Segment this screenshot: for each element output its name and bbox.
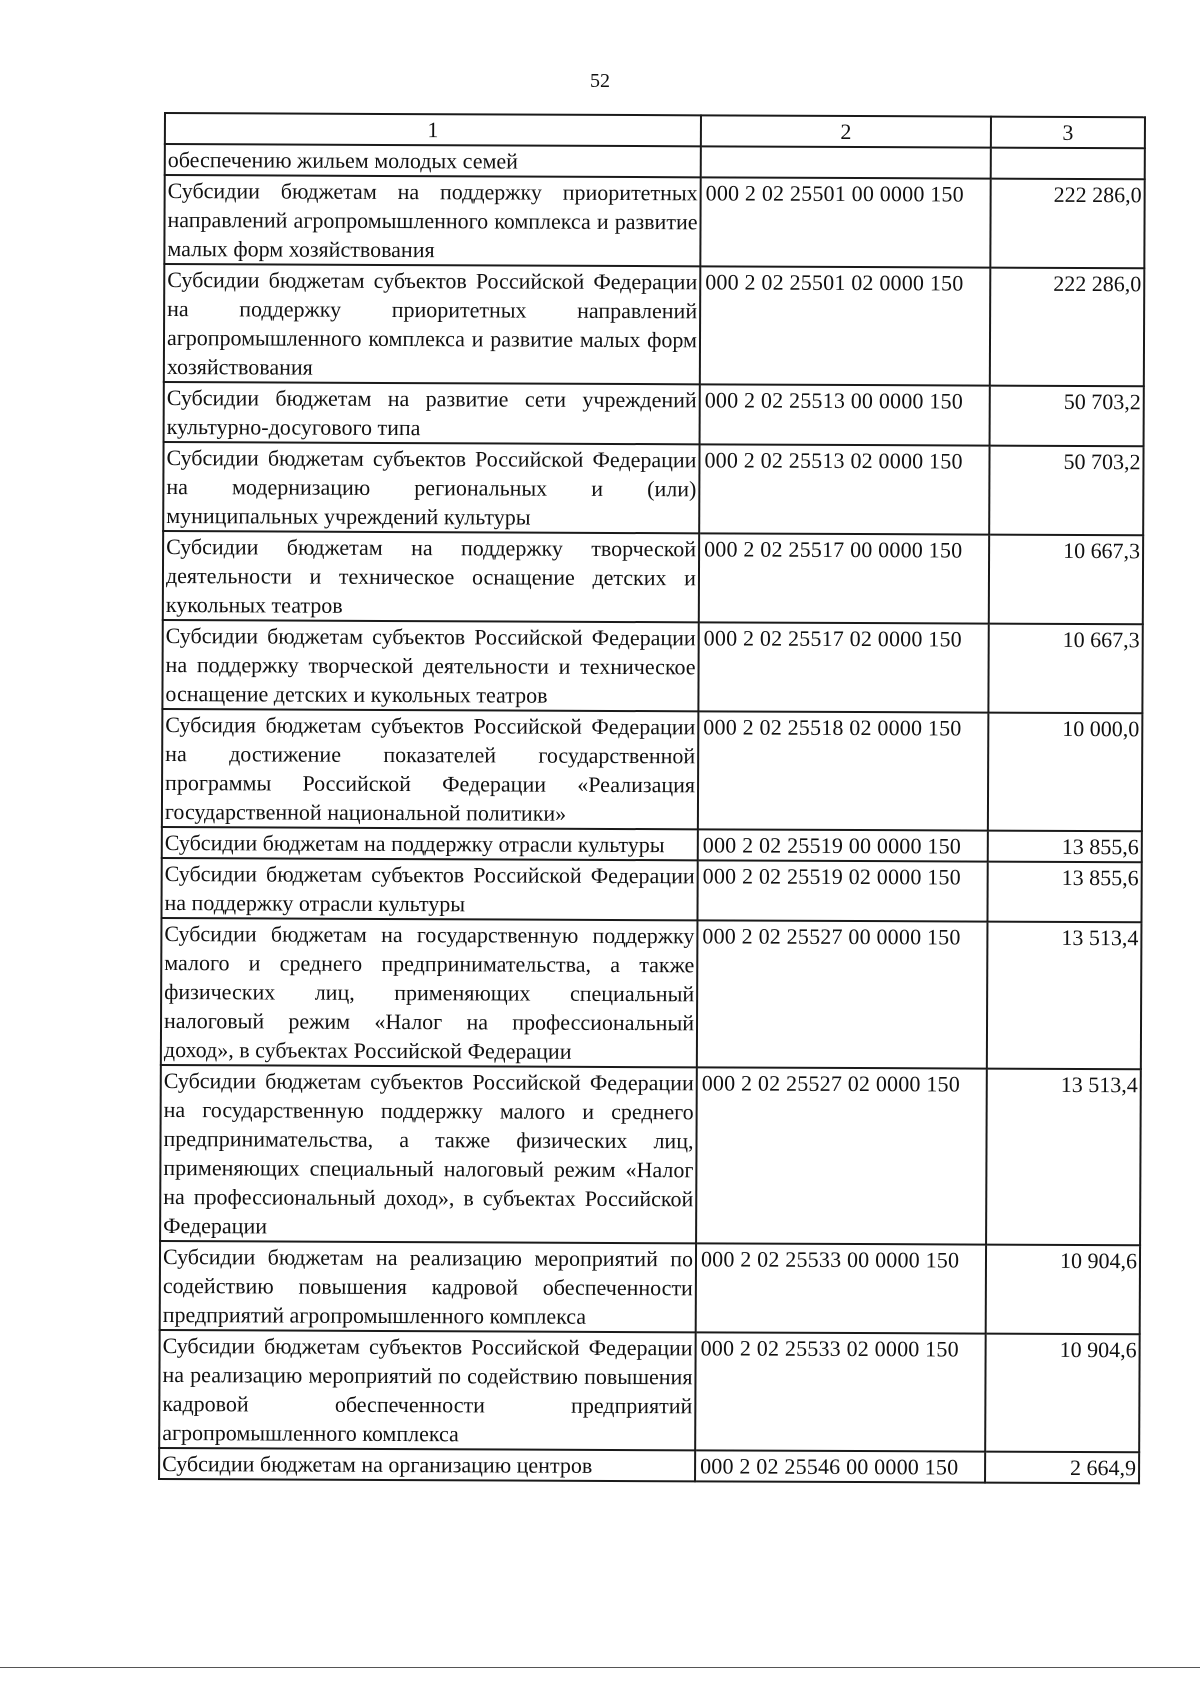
row-amount-cell: 13 855,6: [988, 831, 1142, 863]
row-name-cell: Субсидия бюджетам субъектов Российской Федерации на достижение показателей государственной программы Российской Федерации «Реализация государственной национальной политики»: [162, 709, 699, 829]
row-name-cell: Субсидии бюджетам субъектов Российской Федерации на поддержку творческой деятельности и техническое оснащение детских и кукольных театров: [162, 620, 698, 711]
table-row: [160, 1065, 1141, 1245]
row-name-cell: Субсидии бюджетам на организацию центров: [159, 1448, 695, 1481]
row-name-cell: Субсидии бюджетам на реализацию мероприятий по содействию повышения кадровой обеспеченности предприятий агропромышленного комплекса: [160, 1241, 696, 1332]
row-code-cell: [701, 146, 991, 178]
header-row: [165, 113, 1145, 148]
row-code-cell: 000 2 02 25533 00 0000 150: [696, 1243, 986, 1333]
row-code-cell: 000 2 02 25517 00 0000 150: [699, 533, 989, 623]
table-row: [164, 264, 1145, 386]
table-row: [164, 175, 1144, 268]
row-name-cell: обеспечению жильем молодых семей: [165, 144, 701, 177]
row-name-cell: Субсидии бюджетам на государственную поддержку малого и среднего предпринимательства, а также физических лиц, применяющих специальный налоговый режим «Налог на профессиональный доход», в субъектах Российской Федерации: [161, 918, 698, 1067]
row-name-cell: Субсидии бюджетам субъектов Российской Федерации на реализацию мероприятий по содействию повышения кадровой обеспеченности предприятий агропромышленного комплекса: [159, 1330, 696, 1450]
row-amount-cell: 50 703,2: [990, 386, 1144, 447]
table-row: [165, 144, 1145, 179]
page-bottom-rule: [0, 1667, 1200, 1668]
table-row: [159, 1330, 1140, 1452]
row-code-cell: 000 2 02 25533 02 0000 150: [695, 1332, 986, 1451]
row-code-cell: 000 2 02 25501 02 0000 150: [700, 266, 991, 385]
column-header-1: 1: [165, 113, 701, 146]
row-amount-cell: 13 855,6: [987, 862, 1141, 923]
table-row: [162, 620, 1142, 713]
row-code-cell: 000 2 02 25527 00 0000 150: [697, 920, 988, 1068]
row-amount-cell: 10 904,6: [986, 1245, 1140, 1335]
table-body: [159, 144, 1145, 1483]
row-amount-cell: 222 286,0: [990, 268, 1145, 387]
page-number: 52: [590, 70, 610, 92]
row-name-cell: Субсидии бюджетам на поддержку творческой деятельности и техническое оснащение детских и кукольных театров: [163, 531, 699, 622]
column-header-2: 2: [701, 115, 991, 147]
row-name-cell: Субсидии бюджетам субъектов Российской Федерации на поддержку отрасли культуры: [161, 858, 697, 920]
row-code-cell: 000 2 02 25517 02 0000 150: [698, 622, 988, 712]
row-code-cell: 000 2 02 25501 00 0000 150: [700, 177, 990, 267]
row-code-cell: 000 2 02 25513 02 0000 150: [699, 444, 989, 534]
row-code-cell: 000 2 02 25527 02 0000 150: [696, 1067, 987, 1244]
budget-table: [158, 112, 1146, 1484]
row-amount-cell: 10 904,6: [985, 1334, 1140, 1453]
row-name-cell: Субсидии бюджетам субъектов Российской Федерации на поддержку приоритетных направлений агропромышленного комплекса и развитие малых форм хозяйствования: [164, 264, 701, 384]
row-amount-cell: [991, 148, 1145, 180]
table-row: [163, 442, 1143, 535]
row-name-cell: Субсидии бюджетам субъектов Российской Федерации на государственную поддержку малого и среднего предпринимательства, а также физических лиц, применяющих специальный налоговый режим «Налог на профессиональный доход», в субъектах Российской Федерации: [160, 1065, 697, 1243]
row-amount-cell: 10 667,3: [989, 535, 1143, 625]
row-name-cell: Субсидии бюджетам субъектов Российской Федерации на модернизацию региональных и (или) муниципальных учреждений культуры: [163, 442, 699, 533]
row-amount-cell: 10 000,0: [988, 713, 1143, 832]
row-code-cell: 000 2 02 25519 00 0000 150: [698, 829, 988, 861]
table-row: [163, 531, 1143, 624]
table-row: [161, 918, 1142, 1069]
row-amount-cell: 10 667,3: [988, 624, 1142, 714]
row-amount-cell: 222 286,0: [990, 179, 1144, 269]
table-row: [160, 1241, 1140, 1334]
table-row: [162, 827, 1142, 862]
budget-table-container: [158, 112, 1144, 1484]
table-row: [159, 1448, 1139, 1483]
row-amount-cell: 50 703,2: [989, 446, 1143, 536]
row-code-cell: 000 2 02 25519 02 0000 150: [697, 860, 987, 921]
row-name-cell: Субсидии бюджетам на поддержку отрасли культуры: [162, 827, 698, 860]
row-amount-cell: 13 513,4: [986, 1069, 1141, 1246]
table-row: [161, 858, 1141, 922]
row-code-cell: 000 2 02 25546 00 0000 150: [695, 1450, 985, 1482]
row-amount-cell: 13 513,4: [987, 922, 1142, 1070]
row-name-cell: Субсидии бюджетам на развитие сети учреждений культурно-досугового типа: [164, 382, 700, 444]
row-name-cell: Субсидии бюджетам на поддержку приоритетных направлений агропромышленного комплекса и развитие малых форм хозяйствования: [164, 175, 700, 266]
row-code-cell: 000 2 02 25513 00 0000 150: [700, 384, 990, 445]
table-row: [164, 382, 1144, 446]
column-header-3: 3: [991, 117, 1145, 149]
row-amount-cell: 2 664,9: [985, 1452, 1139, 1484]
table-row: [162, 709, 1143, 831]
row-code-cell: 000 2 02 25518 02 0000 150: [698, 711, 989, 830]
